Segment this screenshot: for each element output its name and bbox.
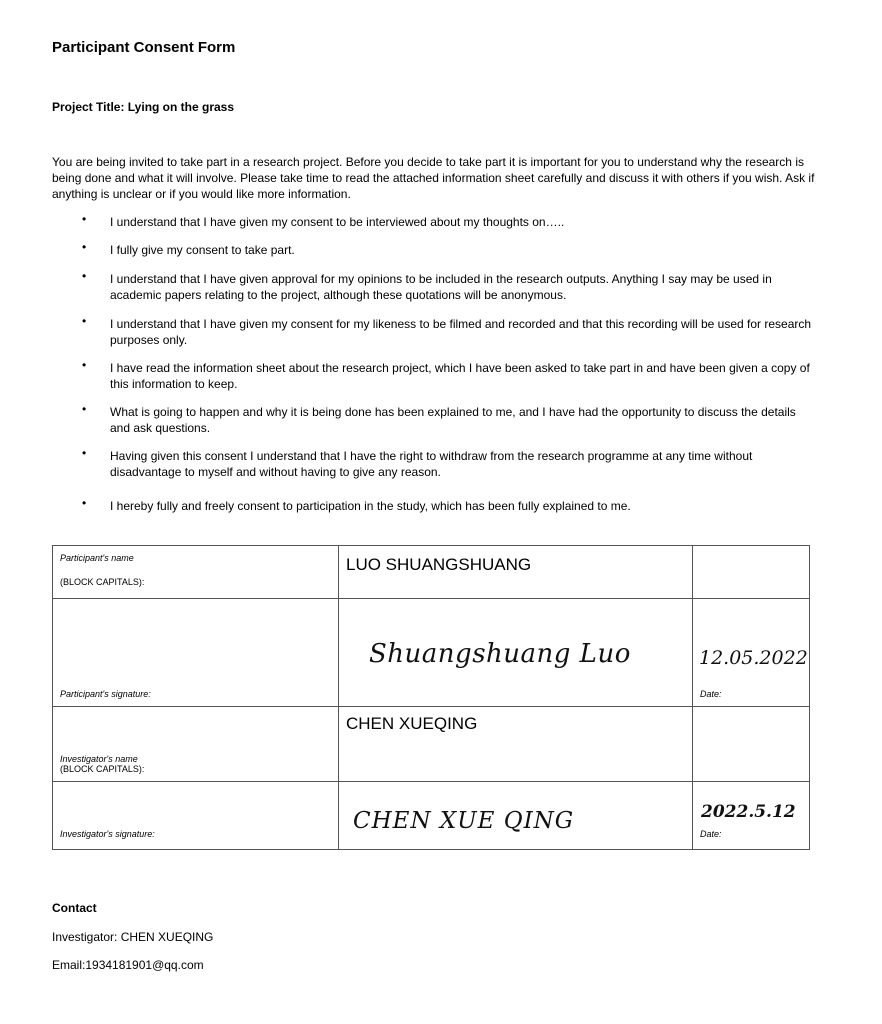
participant-name-label: Participant's name <box>60 553 134 563</box>
bullet-marker: • <box>82 496 87 510</box>
intro-paragraph: You are being invited to take part in a research project. Before you decide to take part it is important for you to understand why the research is being done and what it will involve. Please take time to read the attached information sheet carefully and discuss it with others if you wish. Ask if anything is unclear or if you would like more information. <box>52 155 815 201</box>
consent-statement: What is going to happen and why it is being done has been explained to me, and I have had the opportunity to discuss the details and ask questions. <box>110 405 796 435</box>
participant-date-cell[interactable] <box>693 599 810 707</box>
empty-cell <box>693 546 810 599</box>
participant-date: 12.05.2022 <box>699 647 808 669</box>
participant-signature-cell[interactable] <box>339 599 693 707</box>
investigator-signature-label: Investigator's signature: <box>60 829 155 839</box>
bullet-marker: • <box>82 212 87 226</box>
investigator-signature-label-cell <box>53 782 339 850</box>
bullet-marker: • <box>82 269 87 283</box>
investigator-name-cell[interactable] <box>339 707 693 782</box>
contact-email: Email:1934181901@qq.com <box>52 958 204 972</box>
consent-statement: I have read the information sheet about the research project, which I have been asked to take part in and have been given a copy of this information to keep. <box>110 361 810 391</box>
consent-statement: I understand that I have given my consent for my likeness to be filmed and recorded and that this recording will be used for research purposes only. <box>110 317 812 347</box>
block-capitals-label: (BLOCK CAPITALS): <box>60 577 145 587</box>
participant-signature-label: Participant's signature: <box>60 689 151 699</box>
consent-statement: Having given this consent I understand that I have the right to withdraw from the research programme at any time without disadvantage to myself and without having to give any reason. <box>110 449 753 479</box>
bullet-marker: • <box>82 446 87 460</box>
contact-investigator: Investigator: CHEN XUEQING <box>52 930 214 944</box>
empty-cell <box>693 707 810 782</box>
date-label: Date: <box>700 829 722 839</box>
bullet-marker: • <box>82 402 87 416</box>
participant-name-label-cell <box>53 546 339 599</box>
investigator-name-label-cell <box>53 707 339 782</box>
consent-statement: I understand that I have given my consent to be interviewed about my thoughts on….. <box>110 215 565 229</box>
investigator-signature: CHEN XUE QING <box>353 808 575 834</box>
bullet-marker: • <box>82 314 87 328</box>
investigator-signature-cell[interactable] <box>339 782 693 850</box>
participant-name-cell[interactable] <box>339 546 693 599</box>
participant-name: LUO SHUANGSHUANG <box>346 555 532 574</box>
consent-statement: I hereby fully and freely consent to participation in the study, which has been fully explained to me. <box>110 499 631 513</box>
consent-statement: I fully give my consent to take part. <box>110 243 295 257</box>
bullet-marker: • <box>82 358 87 372</box>
participant-signature-label-cell <box>53 599 339 707</box>
contact-heading: Contact <box>52 901 97 915</box>
bullet-marker: • <box>82 240 87 254</box>
form-title: Participant Consent Form <box>52 39 236 56</box>
date-label: Date: <box>700 689 722 699</box>
consent-statement: I understand that I have given approval for my opinions to be included in the research outputs. Anything I say may be used in academic papers relating to the project, although these quotations will be anonymous. <box>110 272 772 302</box>
participant-signature: Shuangshuang Luo <box>369 639 631 669</box>
investigator-block-label: (BLOCK CAPITALS): <box>60 764 145 774</box>
investigator-name: CHEN XUEQING <box>346 714 478 733</box>
investigator-name-label: Investigator's name <box>60 754 138 764</box>
investigator-date: 2022.5.12 <box>701 802 796 822</box>
signature-table <box>52 545 810 850</box>
project-title: Project Title: Lying on the grass <box>52 100 235 114</box>
investigator-date-cell[interactable] <box>693 782 810 850</box>
